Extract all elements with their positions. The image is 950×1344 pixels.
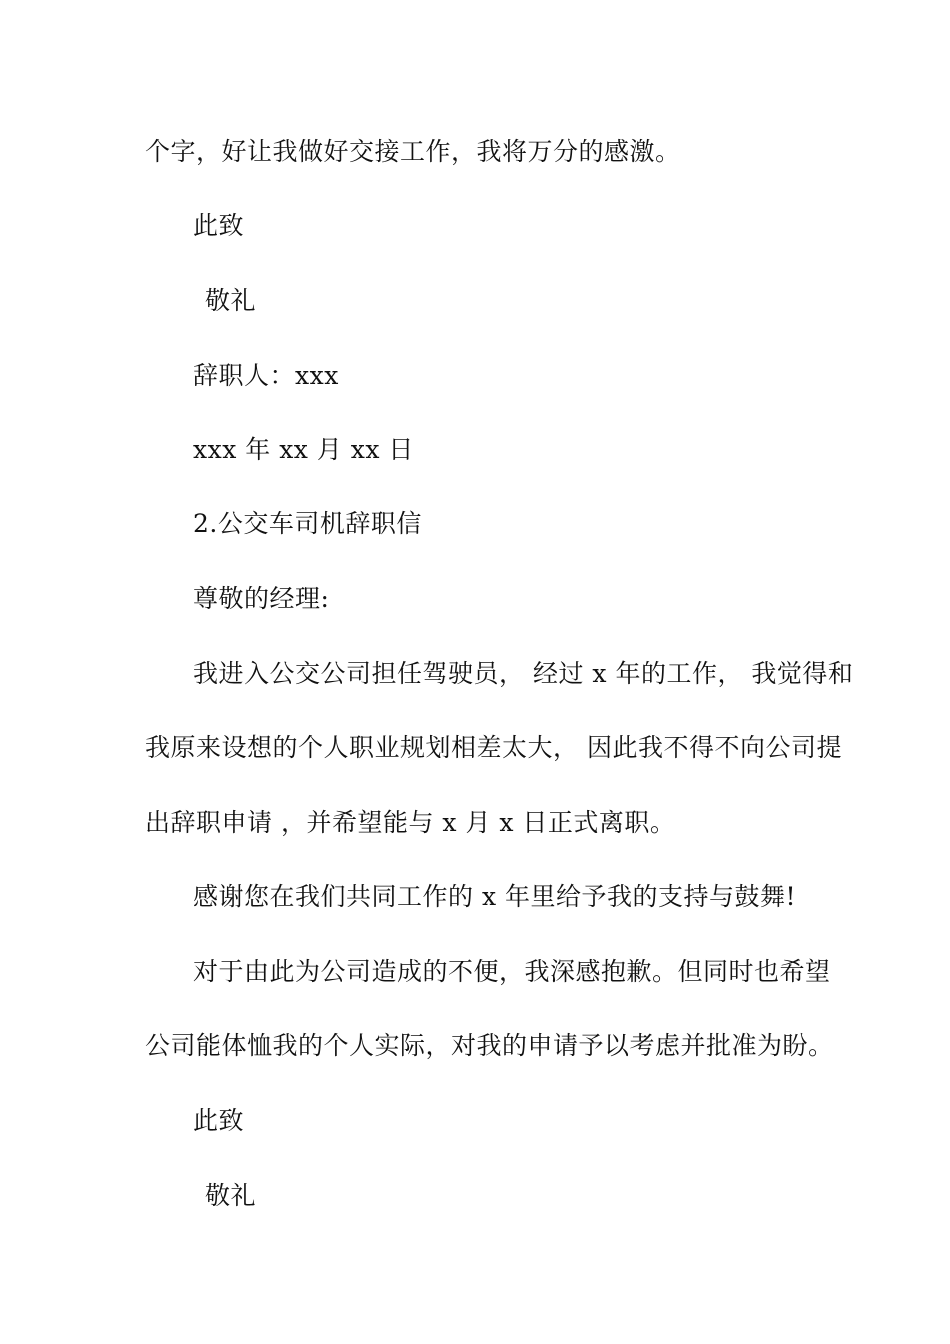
letter2-closing: 此致 [193, 1106, 245, 1135]
letter2-para2: 感谢您在我们共同工作的 x 年里给予我的支持与鼓舞! [193, 882, 797, 911]
letter2-heading: 2.公交车司机辞职信 [193, 509, 422, 538]
letter2-para3-line: 公司能体恤我的个人实际，对我的申请予以考虑并批准为盼。 [145, 1031, 834, 1060]
letter1-closing: 此致 [193, 211, 245, 240]
letter2-salute: 敬礼 [205, 1181, 257, 1210]
letter1-continuation: 个字，好让我做好交接工作，我将万分的感激。 [145, 137, 681, 166]
letter2-greeting: 尊敬的经理: [193, 584, 330, 613]
letter1-date: xxx 年 xx 月 xx 日 [193, 435, 414, 464]
letter1-salute: 敬礼 [205, 286, 257, 315]
letter2-para3-line: 对于由此为公司造成的不便，我深感抱歉。但同时也希望 [193, 957, 831, 986]
letter2-para1-line: 我进入公交公司担任驾驶员， 经过 x 年的工作， 我觉得和 [193, 659, 854, 688]
letter2-para1-line: 出辞职申请 ，并希望能与 x 月 x 日正式离职。 [145, 808, 676, 837]
letter2-para1-line: 我原来设想的个人职业规划相差太大， 因此我不得不向公司提 [145, 733, 842, 762]
letter1-signer: 辞职人：xxx [193, 361, 339, 390]
